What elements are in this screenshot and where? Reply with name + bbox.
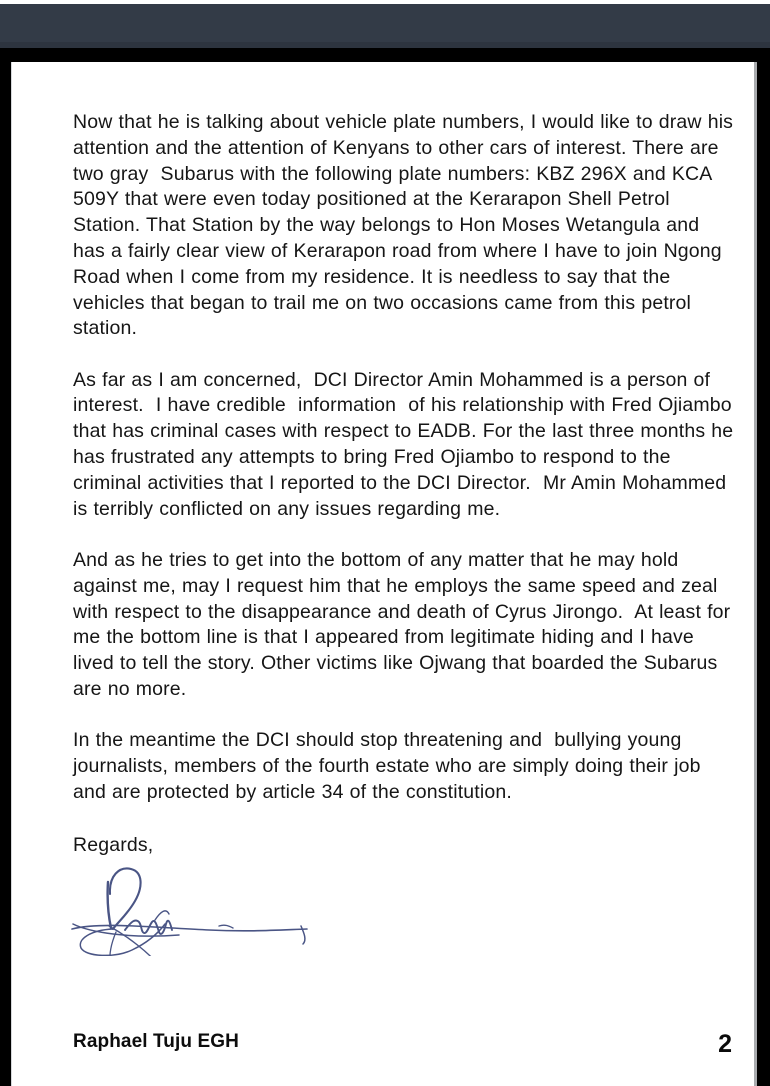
handwritten-signature-icon bbox=[69, 860, 399, 956]
document-page bbox=[11, 62, 757, 1086]
viewer-gutter bbox=[0, 48, 770, 62]
signer-name: Raphael Tuju EGH bbox=[73, 1031, 239, 1052]
closing-salutation: Regards, bbox=[73, 833, 154, 856]
paragraph-2: As far as I am concerned, DCI Director Amin Mohammed is a person of interest. I have credible information of his relationship with Fred Ojiambo that has criminal cases with respect to EADB. For the last three months he has frustrated any attempts to bring Fred Ojiambo to respond to the criminal activities that I reported to the DCI Director. Mr Amin Mohammed is terribly conflicted on any issues regarding me. bbox=[73, 368, 740, 520]
viewer-toolbar[interactable] bbox=[0, 4, 770, 49]
paragraph-1: Now that he is talking about vehicle plate numbers, I would like to draw his attention and the attention of Kenyans to other cars of interest. There are two gray Subarus with the following plate numbers: KBZ 296X and KCA 509Y that were even today positioned at the Kerarapon Shell Petrol Station. That Station by the way belongs to Hon Moses Wetangula and has a fairly clear view of Kerarapon road from where I have to join Ngong Road when I come from my residence. It is needless to say that the vehicles that began to trail me on two occasions came from this petrol station. bbox=[73, 111, 740, 340]
paragraph-4: In the meantime the DCI should stop threatening and bullying young journalists, members of the fourth estate who are simply doing their job and are protected by article 34 of the constitution. bbox=[73, 729, 707, 803]
page-number: 2 bbox=[718, 1030, 732, 1058]
paragraph-3: And as he tries to get into the bottom of any matter that he may hold against me, may I request him that he employs the same speed and zeal with respect to the disappearance and death of Cyrus Jirongo. At least for me the bottom line is that I appeared from legitimate hiding and I have lived to tell the story. Other victims like Ojwang that boarded the Subarus are no more. bbox=[73, 548, 737, 700]
letter-body bbox=[73, 110, 740, 956]
